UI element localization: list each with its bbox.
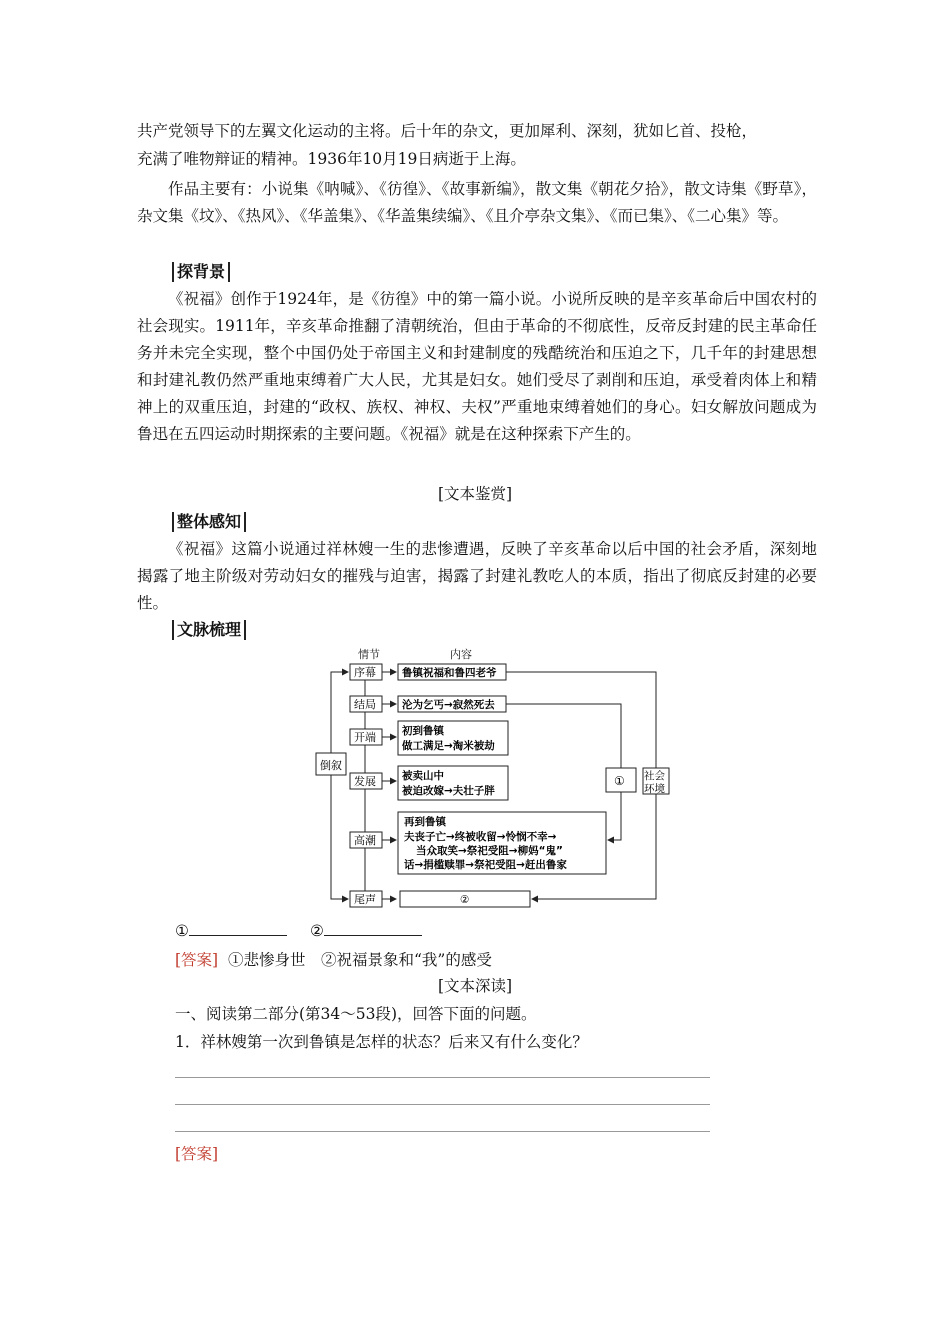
col-content-header: 内容 [450,648,472,661]
text-appreciation-label: [文本鉴赏] [437,485,513,503]
blank-2-line [310,922,422,940]
content-beginning-2: 做工满足→淘米被劫 [402,740,495,752]
content-development-1: 被卖山中 [402,770,444,782]
answer-text: ①悲惨身世 ②祝福景象和“我”的感受 [227,951,492,969]
works-paragraph: 作品主要有：小说集《呐喊》、《彷徨》、《故事新编》，散文集《朝花夕拾》，散文诗集《野草》，杂文集《坟》、《热风》、《华盖集》、《华盖集续编》、《且介亭杂文集》、《而已集》、《二心集》等。 [137,180,817,225]
content-climax-2: 夫丧子亡→终被收留→怜悯不幸→ [404,831,557,843]
answer-row [175,948,492,970]
background-heading: 探背景 [172,262,230,282]
deep-reading-label: [文本深读] [437,977,513,995]
stage-prologue: 序幕 [354,666,376,679]
flashback-label: 倒叙 [320,759,342,772]
epilogue-blank: ② [460,894,470,906]
intro-line-2: 充满了唯物辩证的精神。1936年10月19日病逝于上海。 [137,150,526,168]
content-beginning-1: 初到鲁镇 [402,725,444,737]
social-env-2: 环境 [644,783,665,795]
content-climax-1: 再到鲁镇 [404,816,446,828]
answer-label: [答案] [175,951,219,969]
intro-line-1: 共产党领导下的左翼文化运动的主将。后十年的杂文，更加犀利、深刻，犹如匕首、投枪， [137,122,758,140]
social-env-1: 社会 [644,770,665,782]
content-climax-4: 话→捐槛赎罪→祭祀受阻→赶出鲁家 [404,859,567,871]
content-ending: 沦为乞丐→寂然死去 [402,699,495,711]
overall-paragraph: 《祝福》这篇小说通过祥林嫂一生的悲惨遭遇，反映了辛亥革命以后中国的社会矛盾，深刻地揭露了地主阶级对劳动妇女的摧残与迫害，揭露了封建礼教吃人的本质，指出了彻底反封建的必要性。 [137,540,817,612]
content-climax-3: 当众取笑→祭祀受阻→柳妈“鬼” [416,845,563,857]
blank-1-number: ① [175,922,189,940]
stage-ending: 结局 [354,698,376,711]
stage-epilogue: 尾声 [354,893,376,906]
question-1: 1．祥林嫂第一次到鲁镇是怎样的状态？后来又有什么变化？ [175,1033,588,1051]
col-plot-header: 情节 [358,648,380,661]
answer-line-2 [175,1104,710,1105]
question-answer-label: [答案] [175,1145,219,1163]
blank1-label: ① [614,774,625,788]
blank-1-line [175,922,287,940]
stage-beginning: 开端 [354,731,376,744]
blank-2-number: ② [310,922,324,940]
stage-development: 发展 [354,775,376,788]
structure-heading: 文脉梳理 [172,620,246,640]
overall-heading: 整体感知 [172,512,246,532]
plot-structure-diagram [310,646,680,914]
stage-climax: 高潮 [354,834,376,847]
answer-line-1 [175,1077,710,1078]
background-paragraph: 《祝福》创作于1924年，是《彷徨》中的第一篇小说。小说所反映的是辛亥革命后中国农村的社会现实。1911年，辛亥革命推翻了清朝统治，但由于革命的不彻底性，反帝反封建的民主革命任务并未完全实现，整个中国仍处于帝国主义和封建制度的残酷统治和压迫之下，几千年的封建思想和封建礼教仍然严重地束缚着广大人民，尤其是妇女。她们受尽了剥削和压迫，承受着肉体上和精神上的双重压迫，封建的“政权、族权、神权、夫权”严重地束缚着她们的身心。妇女解放问题成为鲁迅在五四运动时期探索的主要问题。《祝福》就是在这种探索下产生的。 [137,290,817,443]
content-development-2: 被迫改嫁→夫壮子胖 [402,785,495,797]
part-title: 一、阅读第二部分(第34～53段)，回答下面的问题。 [175,1005,537,1023]
content-prologue: 鲁镇祝福和鲁四老爷 [402,667,497,679]
answer-line-3 [175,1131,710,1132]
